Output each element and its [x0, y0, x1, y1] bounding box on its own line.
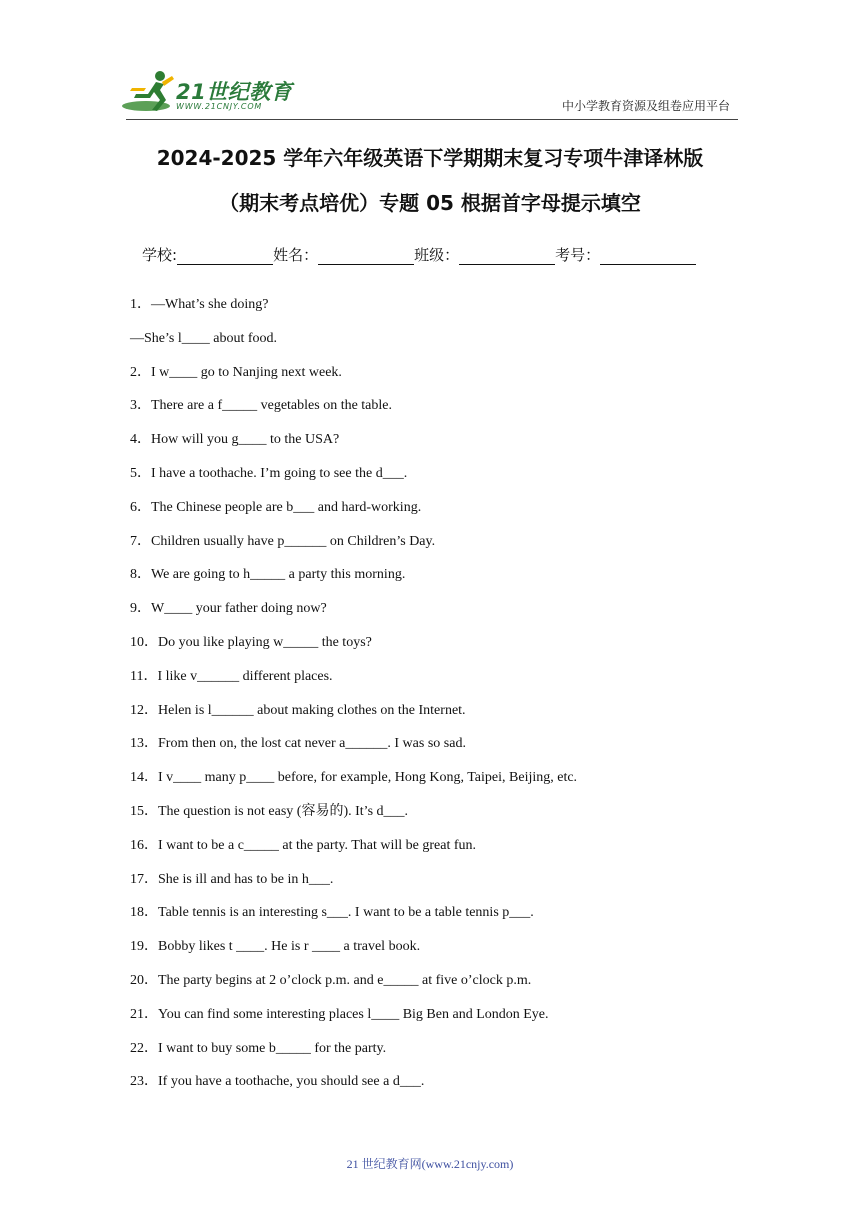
info-field-school	[142, 244, 273, 265]
question-item: 23．If you have a toothache, you should see a d___.	[130, 1074, 425, 1090]
question-item: 5．I have a toothache. I’m going to see the d___.	[130, 465, 408, 481]
question-item: 16．I want to be a c_____ at the party. That will be great fun.	[130, 837, 477, 853]
question-item: 1．—What’s she doing?	[130, 297, 269, 312]
question-item: 11．I like v______ different places.	[130, 668, 333, 684]
info-field-exam-number	[555, 244, 696, 265]
question-item: 4．How will you g____ to the USA?	[130, 432, 340, 448]
name-blank[interactable]	[318, 247, 414, 265]
question-item: 6．The Chinese people are b___ and hard-working.	[130, 499, 422, 515]
logo-text: 21世纪教育	[176, 80, 293, 104]
question-item: 3．There are a f_____ vegetables on the table.	[130, 398, 393, 414]
class-blank[interactable]	[459, 247, 555, 265]
info-field-name	[273, 244, 414, 265]
school-blank[interactable]	[177, 247, 273, 265]
question-item: 18．Table tennis is an interesting s___. I want to be a table tennis p___.	[130, 905, 534, 921]
question-item: 19．Bobby likes t ____. He is r ____ a travel book.	[130, 939, 421, 955]
info-label: 姓名：	[273, 246, 319, 264]
page-footer[interactable]: 21 世纪教育网(www.21cnjy.com)	[346, 1157, 514, 1171]
question-item: 20．The party begins at 2 o’clock p.m. and e_____ at five o’clock p.m.	[130, 972, 532, 988]
question-item: 22．I want to buy some b_____ for the party.	[130, 1040, 387, 1056]
exam-number-blank[interactable]	[600, 247, 696, 265]
question-item: 21．You can find some interesting places l____ Big Ben and London Eye.	[130, 1006, 549, 1022]
student-info-row	[142, 244, 696, 265]
question-list	[130, 296, 770, 1107]
info-field-class	[414, 244, 555, 265]
question-item: 13．From then on, the lost cat never a______. I was so sad.	[130, 736, 466, 752]
logo-url: WWW.21CNJY.COM	[176, 102, 263, 111]
document-title-line2: （期末考点培优）专题 05 根据首字母提示填空	[219, 191, 641, 215]
question-item: 12．Helen is l______ about making clothes on the Internet.	[130, 702, 466, 718]
question-item: 15．The question is not easy (容易的). It’s d___.	[130, 803, 409, 819]
document-title-line1: 2024-2025 学年六年级英语下学期期末复习专项牛津译林版	[156, 146, 704, 170]
question-item: —She’s l____ about food.	[130, 330, 277, 346]
info-label: 考号：	[555, 246, 601, 264]
question-item: 8．We are going to h_____ a party this morning.	[130, 567, 406, 583]
page-header	[0, 0, 860, 120]
question-item: 14．I v____ many p____ before, for example, Hong Kong, Taipei, Beijing, etc.	[130, 770, 578, 786]
info-label: 班级：	[414, 246, 460, 264]
platform-label: 中小学教育资源及组卷应用平台	[561, 99, 730, 113]
header-divider	[126, 119, 738, 120]
question-item: 9．W____ your father doing now?	[130, 601, 327, 617]
question-item: 17．She is ill and has to be in h___.	[130, 871, 334, 887]
info-label: 学校:	[142, 246, 178, 264]
question-item: 7．Children usually have p______ on Children’s Day.	[130, 533, 436, 549]
question-item: 2．I w____ go to Nanjing next week.	[130, 364, 342, 380]
question-item: 10．Do you like playing w_____ the toys?	[130, 634, 372, 650]
